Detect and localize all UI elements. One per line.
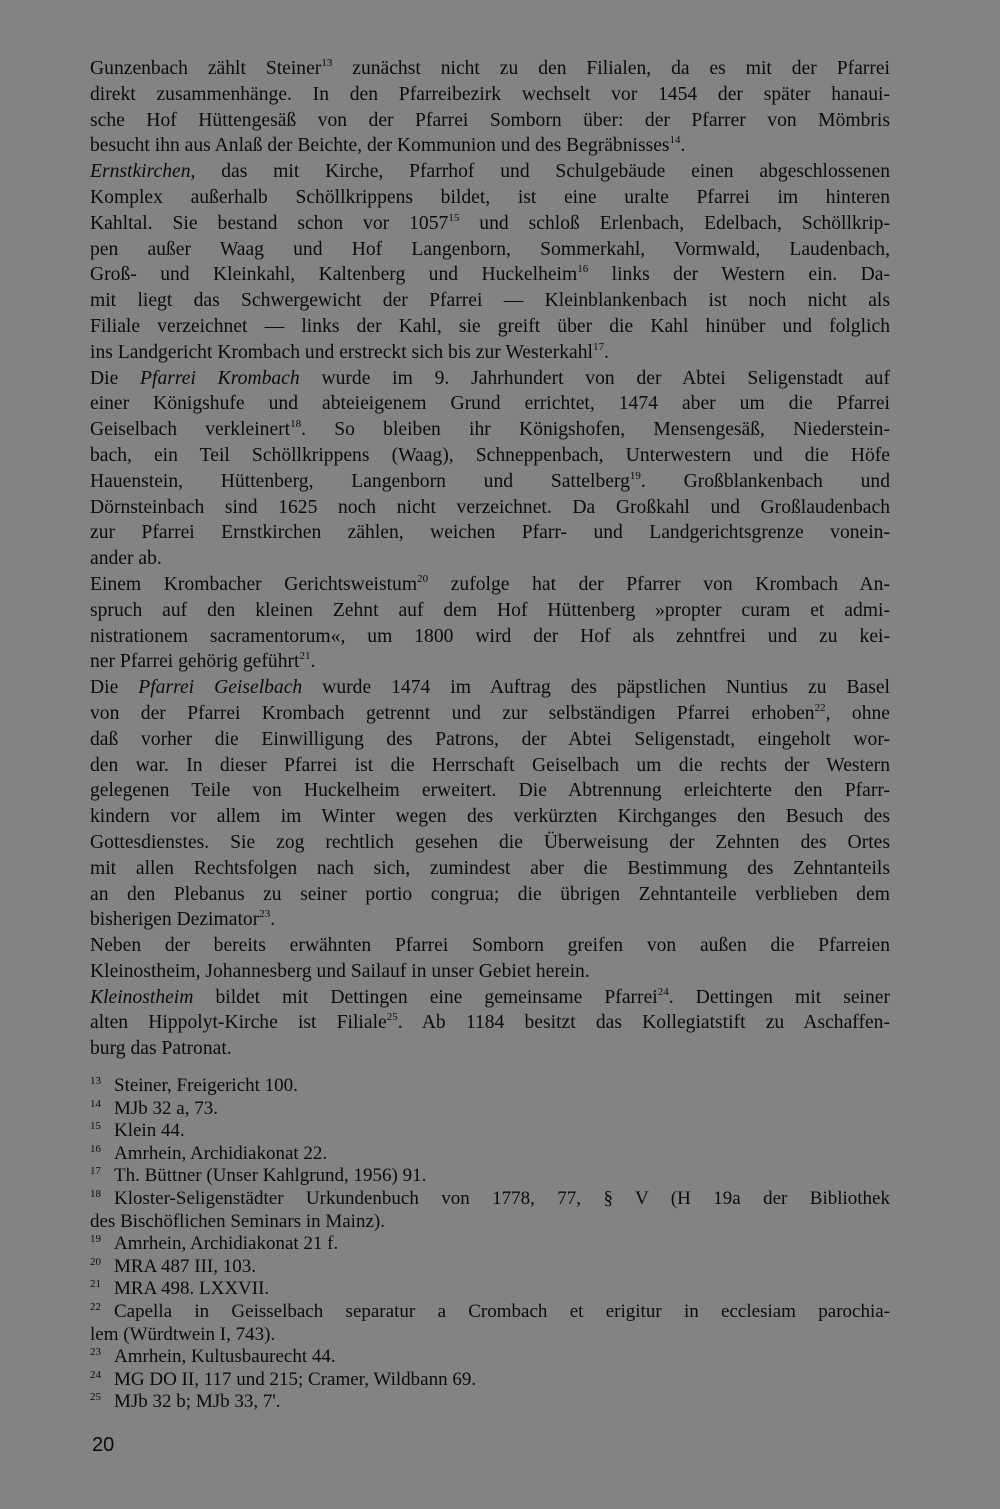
footnote-line	[90, 1098, 890, 1121]
footnote-line	[90, 1324, 890, 1347]
footnote-ref: 16	[577, 263, 589, 276]
italic-term: Pfarrei Geiselbach	[138, 677, 303, 699]
footnote-text: MG DO II, 117 und 215; Cramer, Wildbann 69.	[114, 1368, 477, 1390]
text-run: mit liegt das Schwergewicht der Pfarrei — Kleinblankenbach ist noch nicht als	[90, 290, 890, 312]
footnote-ref: 23	[259, 908, 271, 921]
text-run: zur Pfarrei Ernstkirchen zählen, weichen Pfarr- und Landgerichtsgrenze vonein-	[90, 522, 890, 544]
text-line	[90, 288, 890, 314]
footnote-ref: 13	[321, 57, 333, 69]
text-run: kindern vor allem im Winter wegen des verkürzten Kirchganges den Besuch des	[90, 806, 890, 828]
text-line	[90, 495, 890, 521]
text-line	[90, 340, 890, 366]
footnote-number: 25	[90, 1391, 101, 1404]
text-line	[90, 366, 890, 392]
text-run: ander ab.	[90, 548, 162, 570]
text-run: ins Landgericht Krombach und erstreckt sich bis zur Westerkahl	[90, 341, 593, 363]
text-line	[90, 237, 890, 263]
text-line	[90, 211, 890, 237]
text-line	[90, 391, 890, 417]
text-run: , ohne	[825, 702, 890, 724]
footnote-ref: 25	[386, 1011, 398, 1024]
footnote-ref: 24	[657, 985, 669, 998]
footnote-text: MRA 498. LXXVII.	[114, 1278, 270, 1300]
footnote-ref: 20	[417, 572, 429, 585]
text-line	[90, 830, 890, 856]
footnote-line	[90, 1346, 890, 1369]
text-run: burg das Patronat.	[90, 1038, 232, 1060]
footnote-ref: 22	[814, 701, 826, 714]
italic-term: Pfarrei Krombach	[140, 367, 300, 389]
footnote-number: 14	[90, 1097, 101, 1110]
text-run: nistrationem sacramentorum«, um 1800 wird der Hof als zehntfrei und zu kei-	[90, 625, 890, 647]
text-run: Filiale verzeichnet — links der Kahl, sie greift über die Kahl hinüber und folglich	[90, 315, 890, 337]
text-run: ner Pfarrei gehörig geführt	[90, 651, 300, 673]
italic-term: Kleinostheim	[90, 986, 194, 1008]
footnote-line	[90, 1278, 890, 1301]
text-run: .	[310, 651, 316, 673]
text-line	[90, 856, 890, 882]
italic-term: Ernstkirchen,	[90, 161, 196, 183]
footnote-line	[90, 1188, 890, 1211]
footnote-line	[90, 1233, 890, 1256]
footnote-line	[90, 1075, 890, 1098]
text-run: Komplex außerhalb Schöllkrippens bildet, ist eine uralte Pfarrei im hinteren	[90, 186, 890, 208]
footnote-line	[90, 1211, 890, 1234]
footnote-line	[90, 1165, 890, 1188]
footnote-number: 15	[90, 1120, 101, 1133]
footnote-text: Amrhein, Archidiakonat 21 f.	[114, 1233, 339, 1255]
text-run: Groß- und Kleinkahl, Kaltenberg und Huckelheim	[90, 264, 578, 286]
footnote-text: Klein 44.	[114, 1120, 185, 1142]
text-line	[90, 727, 890, 753]
footnote-line	[90, 1256, 890, 1279]
text-run: an den Plebanus zu seiner portio congrua; die übrigen Zehntanteile verblieben dem	[90, 883, 890, 905]
text-run: alten Hippolyt-Kirche ist Filiale	[90, 1012, 387, 1034]
footnote-text: Th. Büttner (Unser Kahlgrund, 1956) 91.	[114, 1165, 427, 1187]
text-line	[90, 185, 890, 211]
text-line	[90, 933, 890, 959]
text-line	[90, 1036, 890, 1062]
text-run: .	[604, 341, 609, 363]
footnote-number: 23	[90, 1346, 101, 1359]
text-line	[90, 624, 890, 650]
text-line	[90, 572, 890, 598]
text-line	[90, 882, 890, 908]
footnote-line	[90, 1143, 890, 1166]
text-run: das mit Kirche, Pfarrhof und Schulgebäude einen abgeschlossenen	[195, 161, 890, 183]
text-run: pen außer Waag und Hof Langenborn, Sommerkahl, Vormwald, Laudenbach,	[90, 238, 890, 260]
footnote-number: 13	[90, 1075, 101, 1087]
text-line	[90, 443, 890, 469]
footnote-text: Amrhein, Kultusbaurecht 44.	[114, 1346, 336, 1368]
footnote-text: MJb 32 b; MJb 33, 7'.	[114, 1391, 281, 1413]
text-run: direkt zusammenhänge. In den Pfarreibezirk wechselt vor 1454 der später hanaui-	[90, 83, 890, 105]
footnote-ref: 15	[448, 211, 460, 224]
text-line	[90, 417, 890, 443]
main-text	[90, 56, 890, 1062]
footnote-number: 19	[90, 1233, 101, 1246]
footnote-number: 24	[90, 1368, 101, 1381]
text-run: bildet mit Dettingen eine gemeinsame Pfarrei	[193, 986, 658, 1008]
footnote-number: 22	[90, 1300, 101, 1313]
text-run: .	[270, 909, 276, 931]
footnote-number: 21	[90, 1278, 101, 1291]
text-run: sche Hof Hüttengesäß von der Pfarrei Somborn über: der Pfarrer von Mömbris	[90, 109, 890, 131]
text-run: besucht ihn aus Anlaß der Beichte, der Kommunion und des Begräbnisses	[90, 135, 670, 157]
text-line	[90, 520, 890, 546]
footnote-text: Steiner, Freigericht 100.	[114, 1075, 298, 1096]
text-run: spruch auf den kleinen Zehnt auf dem Hof Hüttenberg »propter curam et admi-	[90, 599, 890, 621]
text-line	[90, 262, 890, 288]
text-run: bisherigen Dezimator	[90, 909, 260, 931]
footnote-number: 20	[90, 1255, 101, 1268]
text-run: Gunzenbach zählt Steiner	[90, 58, 322, 79]
text-line	[90, 108, 890, 134]
text-run: links der Western ein. Da-	[588, 264, 890, 286]
text-line	[90, 133, 890, 159]
text-run: Geiselbach verkleinert	[90, 419, 291, 441]
footnote-text: MRA 487 III, 103.	[114, 1255, 256, 1277]
page-number: 20	[92, 1434, 115, 1456]
text-line	[90, 82, 890, 108]
text-line	[90, 56, 890, 82]
text-line	[90, 649, 890, 675]
text-run: und schloß Erlenbach, Edelbach, Schöllkrip-	[459, 212, 890, 234]
footnote-line	[90, 1301, 890, 1324]
text-run: . Ab 1184 besitzt das Kollegiatstift zu Aschaffen-	[397, 1012, 890, 1034]
text-run: Einem Krombacher Gerichtsweistum	[90, 573, 418, 595]
text-line	[90, 314, 890, 340]
text-run: Dörnsteinbach sind 1625 noch nicht verzeichnet. Da Großkahl und Großlaudenbach	[90, 496, 890, 518]
footnote-line	[90, 1369, 890, 1392]
text-run: Die	[90, 367, 141, 389]
text-run: einer Königshufe und abteieigenem Grund errichtet, 1474 aber um die Pfarrei	[90, 393, 890, 415]
text-line	[90, 159, 890, 185]
text-run: Die	[90, 677, 139, 699]
text-run: gelegenen Teile von Huckelheim erweitert. Die Abtrennung erleichterte den Pfarr-	[90, 780, 890, 802]
text-run: . Großblankenbach und	[640, 470, 890, 492]
footnote-number: 18	[90, 1187, 101, 1200]
text-run: . So bleiben ihr Königshofen, Mensengesäß, Niederstein-	[301, 419, 890, 441]
text-run: zufolge hat der Pfarrer von Krombach An-	[428, 573, 891, 595]
footnote-text: des Bischöflichen Seminars in Mainz).	[90, 1210, 385, 1232]
text-run: daß vorher die Einwilligung des Patrons, der Abtei Seligenstadt, eingeholt wor-	[90, 728, 890, 750]
text-line	[90, 959, 890, 985]
text-run: Neben der bereits erwähnten Pfarrei Somborn greifen von außen die Pfarreien	[90, 935, 890, 957]
text-line	[90, 804, 890, 830]
text-run: wurde im 9. Jahrhundert von der Abtei Seligenstadt auf	[299, 367, 890, 389]
footnote-ref: 14	[669, 134, 681, 147]
footnote-text: lem (Würdtwein I, 743).	[90, 1323, 276, 1345]
text-line	[90, 778, 890, 804]
text-run: von der Pfarrei Krombach getrennt und zur selbständigen Pfarrei erhoben	[90, 702, 815, 724]
text-line	[90, 546, 890, 572]
text-run: bach, ein Teil Schöllkrippens (Waag), Schneppenbach, Unterwestern und die Höfe	[90, 444, 890, 466]
text-line	[90, 1010, 890, 1036]
footnote-line	[90, 1391, 890, 1414]
text-run: .	[680, 135, 686, 157]
text-run: Hauenstein, Hüttenberg, Langenborn und Sattelberg	[90, 470, 630, 492]
footnote-ref: 18	[290, 418, 302, 431]
footnote-number: 17	[90, 1165, 101, 1178]
footnote-number: 16	[90, 1142, 101, 1155]
text-run: wurde 1474 im Auftrag des päpstlichen Nuntius zu Basel	[302, 677, 890, 699]
footnote-ref: 21	[299, 650, 311, 663]
footnote-line	[90, 1120, 890, 1143]
text-line	[90, 907, 890, 933]
footnote-text: MJb 32 a, 73.	[114, 1097, 218, 1119]
text-run: Gottesdienstes. Sie zog rechtlich gesehen die Überweisung der Zehnten des Ortes	[90, 831, 890, 853]
text-run: mit allen Rechtsfolgen nach sich, zumindest aber die Bestimmung des Zehntanteils	[90, 857, 890, 879]
footnotes	[90, 1075, 890, 1414]
footnote-ref: 19	[629, 469, 641, 482]
text-line	[90, 469, 890, 495]
footnote-ref: 17	[593, 340, 604, 353]
text-run: den war. In dieser Pfarrei ist die Herrschaft Geiselbach um die rechts der Western	[90, 754, 890, 776]
text-run: Kleinostheim, Johannesberg und Sailauf in unser Gebiet herein.	[90, 960, 590, 982]
text-line	[90, 701, 890, 727]
text-run: Kahltal. Sie bestand schon vor 1057	[90, 212, 449, 234]
text-line	[90, 753, 890, 779]
footnote-text: Kloster-Seligenstädter Urkundenbuch von 1778, 77, § V (H 19a der Bibliothek	[114, 1187, 890, 1209]
text-run: zunächst nicht zu den Filialen, da es mit der Pfarrei	[332, 58, 890, 79]
text-line	[90, 985, 890, 1011]
text-line	[90, 598, 890, 624]
text-run: . Dettingen mit seiner	[668, 986, 891, 1008]
text-line	[90, 675, 890, 701]
footnote-text: Amrhein, Archidiakonat 22.	[114, 1142, 328, 1164]
footnote-text: Capella in Geisselbach separatur a Crombach et erigitur in ecclesiam parochia-	[114, 1300, 890, 1322]
